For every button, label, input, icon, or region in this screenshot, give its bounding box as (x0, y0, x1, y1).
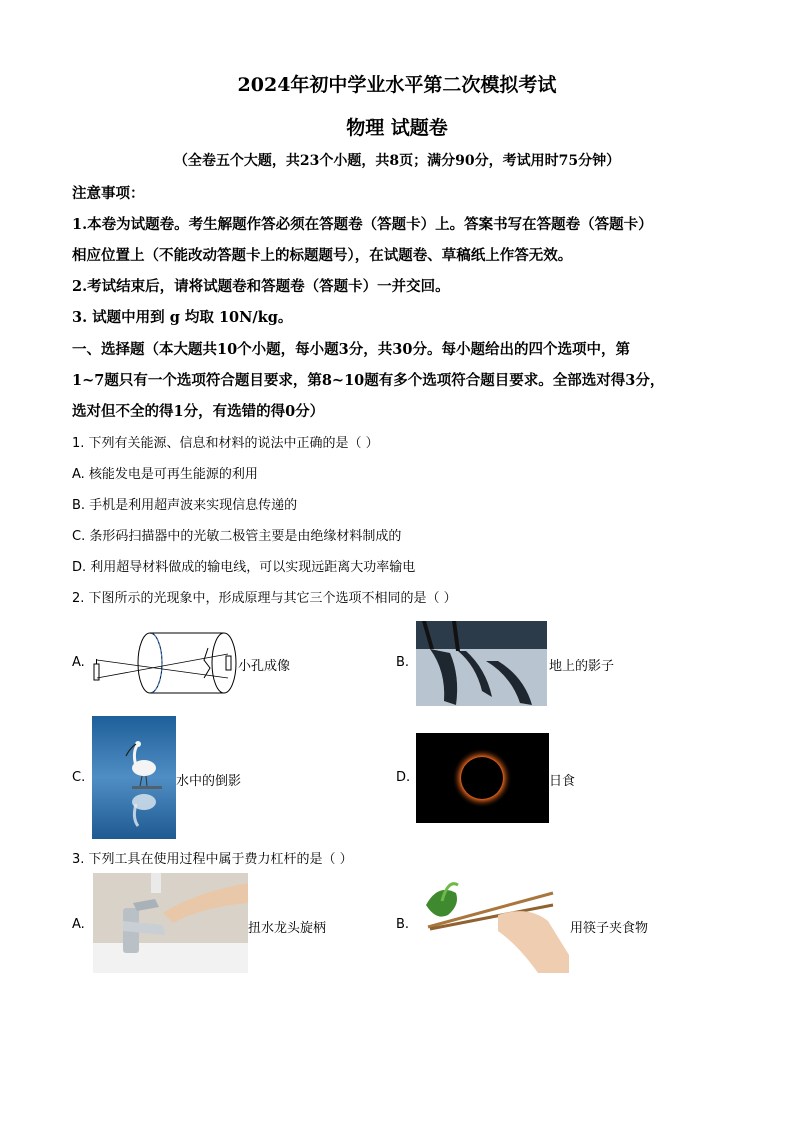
q2-option-b-letter: B. (396, 655, 410, 670)
section-1-line-1: 一、选择题（本大题共10个小题，每小题3分，共30分。每小题给出的四个选项中，第 (72, 341, 630, 358)
solar-eclipse-photo (416, 733, 549, 823)
q2-option-d-letter: D. (396, 770, 411, 785)
q3-option-b-caption: 用筷子夹食物 (570, 921, 649, 936)
chopsticks-photo (418, 875, 569, 973)
notes-heading: 注意事项： (72, 185, 145, 202)
question-1-option-a: A. 核能发电是可再生能源的利用 (72, 467, 258, 482)
q3-option-a-letter: A. (72, 917, 85, 932)
shadow-photo (416, 621, 547, 706)
note-3: 3. 试题中用到 g 均取 10N/kg。 (72, 309, 293, 326)
pinhole-camera-diagram (86, 628, 238, 698)
faucet-photo (93, 873, 248, 973)
exam-meta: （全卷五个大题，共23个小题，共8页；满分90分，考试用时75分钟） (173, 153, 621, 169)
question-1-option-d: D. 利用超导材料做成的输电线，可以实现远距离大功率输电 (72, 560, 416, 575)
note-1-line-2: 相应位置上（不能改动答题卡上的标题题号），在试题卷、草稿纸上作答无效。 (72, 247, 573, 264)
q2-option-a-caption: 小孔成像 (238, 659, 291, 674)
note-1-line-1: 1.本卷为试题卷。考生解题作答必须在答题卷（答题卡）上。答案书写在答题卷（答题卡） (72, 216, 653, 233)
question-1-option-c: C. 条形码扫描器中的光敏二极管主要是由绝缘材料制成的 (72, 529, 402, 544)
question-2-stem: 2. 下图所示的光现象中，形成原理与其它三个选项不相同的是（ ） (72, 591, 457, 606)
q3-option-a-caption: 扭水龙头旋柄 (248, 921, 327, 936)
exam-subtitle: 物理 试题卷 (346, 117, 448, 139)
q2-option-c-caption: 水中的倒影 (176, 774, 242, 789)
q2-option-c-letter: C. (72, 770, 86, 785)
q2-option-b-caption: 地上的影子 (549, 659, 615, 674)
q2-option-d-caption: 日食 (549, 774, 576, 789)
q2-option-a-letter: A. (72, 655, 85, 670)
question-1-stem: 1. 下列有关能源、信息和材料的说法中正确的是（ ） (72, 436, 379, 451)
heron-reflection-photo (92, 716, 176, 839)
section-1-line-3: 选对但不全的得1分，有选错的得0分） (72, 403, 325, 420)
question-1-option-b: B. 手机是利用超声波来实现信息传递的 (72, 498, 298, 513)
exam-title: 2024年初中学业水平第二次模拟考试 (237, 74, 557, 96)
note-2: 2.考试结束后，请将试题卷和答题卷（答题卡）一并交回。 (72, 278, 450, 295)
question-3-stem: 3. 下列工具在使用过程中属于费力杠杆的是（ ） (72, 852, 353, 867)
section-1-line-2: 1~7题只有一个选项符合题目要求，第8~10题有多个选项符合题目要求。全部选对得3分， (72, 372, 665, 389)
q3-option-b-letter: B. (396, 917, 410, 932)
